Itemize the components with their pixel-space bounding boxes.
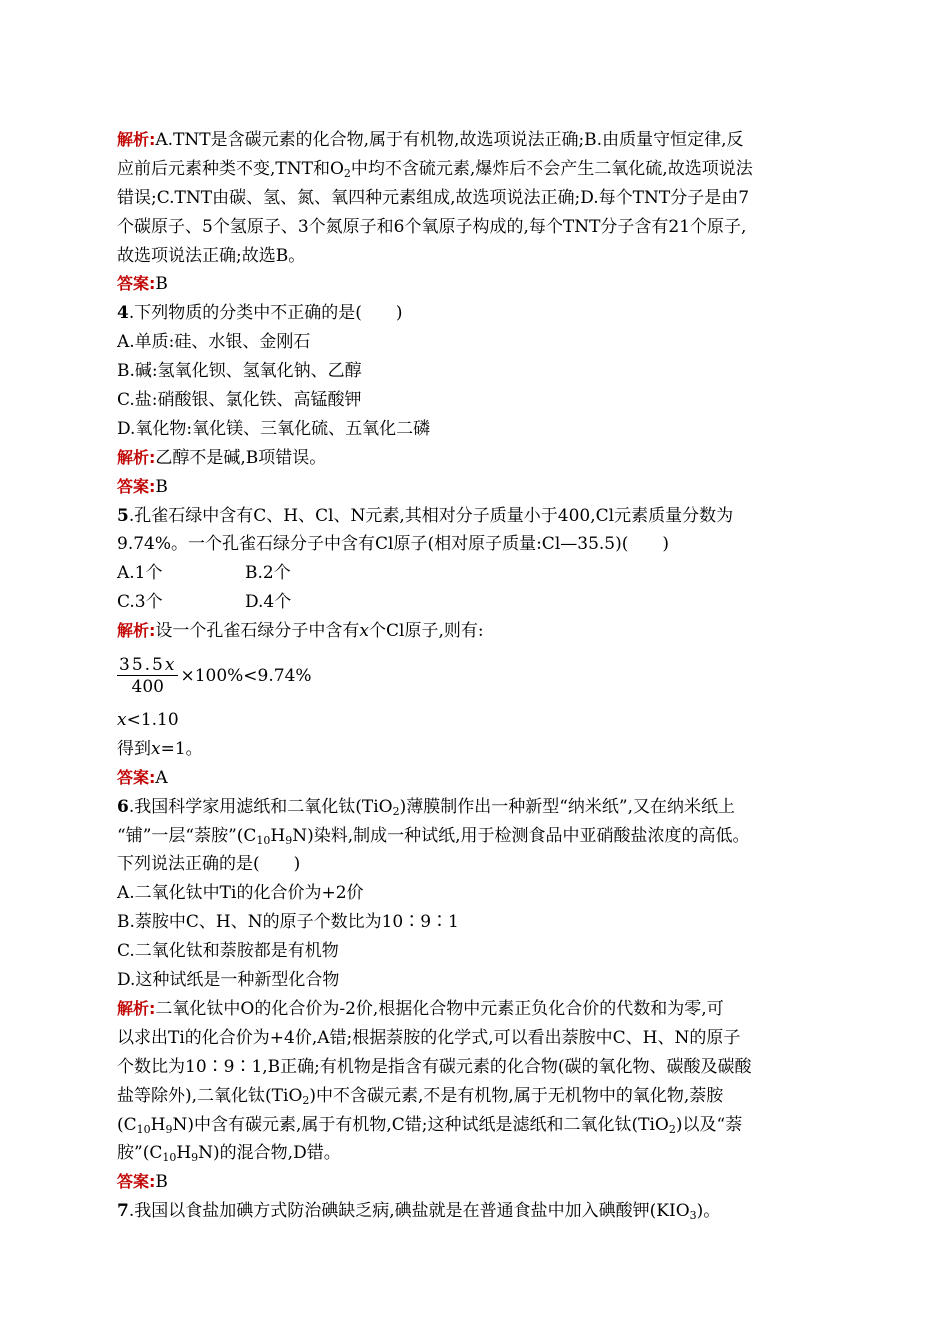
q6-analysis-line-5: $(C_{10}H_9N)$中含有碳元素,属于有机物,C错;这种试纸是滤纸和二氧化钛(TiO$_2$)以及“萘 bbox=[117, 1114, 743, 1136]
q6-stem-line-1: 6.我国科学家用滤纸和二氧化钛(TiO$_2$)薄膜制作出一种新型“纳米纸”,又在纳米纸上 bbox=[117, 796, 736, 818]
q6-analysis-line-1: 解析:二氧化钛中O的化合价为-2价,根据化合物中元素正负化合价的代数和为零,可 bbox=[117, 998, 724, 1019]
q5-stem-line-2: 9.74%。一个孔雀石绿分子中含有Cl原子(相对原子质量:Cl—35.5)( ) bbox=[117, 534, 670, 555]
q6-stem-line-2: “铺”一层“萘胺$”(C_{10}H_9N)$染料,制成一种试纸,用于检测食品中亚硝酸盐浓度的高低。 bbox=[117, 825, 750, 847]
q4-option-c: C.盐:硝酸银、氯化铁、高锰酸钾 bbox=[117, 390, 362, 411]
q5-result: 得到x=1。 bbox=[117, 738, 203, 759]
answer-label: 答案: bbox=[117, 274, 156, 294]
q5-inequality: x<1.10 bbox=[117, 710, 179, 731]
analysis-label: 解析: bbox=[117, 130, 156, 149]
q5-analysis: 解析:设一个孔雀石绿分子中含有x个Cl原子,则有: bbox=[117, 621, 484, 642]
q5-answer: 答案:A bbox=[117, 767, 168, 788]
q5-options-row-2 bbox=[117, 588, 837, 617]
q6-analysis-line-6: 胺$”(C_{10}H_9N)$的混合物,D错。 bbox=[117, 1143, 341, 1165]
q6-stem-line-3: 下列说法正确的是( ) bbox=[117, 854, 301, 875]
q5-fraction-equation: $\frac{35.5x}{400}$ ×100%<9.74% bbox=[119, 655, 312, 698]
q6-analysis-line-4: 盐等除外),二氧化钛(TiO$_2$)中不含碳元素,不是有机物,属于无机物中的氧化物,萘胺 bbox=[117, 1085, 724, 1107]
q6-option-b: B.萘胺中C、H、N的原子个数比为10∶9∶1 bbox=[117, 912, 459, 933]
q5-option-d: D.4个 bbox=[245, 592, 292, 613]
q4-answer: 答案:B bbox=[117, 476, 168, 497]
q4-analysis: 解析:乙醇不是碱,B项错误。 bbox=[117, 447, 327, 468]
q3-analysis-line-4: 个碳原子、5个氢原子、3个氮原子和6个氧原子构成的,每个TNT分子含有21个原子, bbox=[117, 216, 747, 237]
q6-analysis-line-2: 以求出Ti的化合价为+4价,A错;根据萘胺的化学式,可以看出萘胺中C、H、N的原子 bbox=[117, 1027, 741, 1048]
q3-analysis-line-1: 解析:A.TNT是含碳元素的化合物,属于有机物,故选项说法正确;B.由质量守恒定律,反 bbox=[117, 130, 744, 150]
q3-answer: 答案:B bbox=[117, 274, 168, 295]
q5-stem-line-1: 5.孔雀石绿中含有C、H、Cl、N元素,其相对分子质量小于400,Cl元素质量分数为 bbox=[117, 505, 734, 526]
q4-option-d: D.氧化物:氧化镁、三氧化硫、五氧化二磷 bbox=[117, 418, 431, 439]
q6-option-c: C.二氧化钛和萘胺都是有机物 bbox=[117, 941, 339, 962]
q6-analysis-line-3: 个数比为10∶9∶1,B正确;有机物是指含有碳元素的化合物(碳的氧化物、碳酸及碳酸 bbox=[117, 1056, 752, 1077]
q3-analysis-line-5: 故选项说法正确;故选B。 bbox=[117, 245, 306, 266]
q6-option-d: D.这种试纸是一种新型化合物 bbox=[117, 970, 340, 991]
q3-analysis-line-2: 应前后元素种类不变,TNT和$O_2$中均不含硫元素,爆炸后不会产生二氧化硫,故选项说法 bbox=[117, 158, 753, 180]
q6-option-a: A.二氧化钛中Ti的化合价为+2价 bbox=[117, 883, 364, 904]
q5-options-row-1 bbox=[117, 559, 837, 588]
q6-answer: 答案:B bbox=[117, 1172, 168, 1193]
q7-stem: 7.我国以食盐加碘方式防治碘缺乏病,碘盐就是在普通食盐中加入碘酸钾$(KIO_3)$。 bbox=[117, 1201, 721, 1223]
q5-option-b: B.2个 bbox=[245, 563, 291, 584]
q3-analysis-line-3: 错误;C.TNT由碳、氢、氮、氧四种元素组成,故选项说法正确;D.每个TNT分子是由7 bbox=[117, 187, 750, 208]
q5-option-a: A.1个 bbox=[117, 563, 163, 584]
q4-stem: 4.下列物质的分类中不正确的是( ) bbox=[117, 303, 403, 324]
fraction: $\frac{35.5x}{400}$ bbox=[119, 655, 177, 698]
q4-option-b: B.碱:氢氧化钡、氢氧化钠、乙醇 bbox=[117, 361, 362, 382]
q4-option-a: A.单质:硅、水银、金刚石 bbox=[117, 332, 311, 353]
q5-option-c: C.3个 bbox=[117, 592, 163, 613]
document-page bbox=[117, 126, 837, 1226]
